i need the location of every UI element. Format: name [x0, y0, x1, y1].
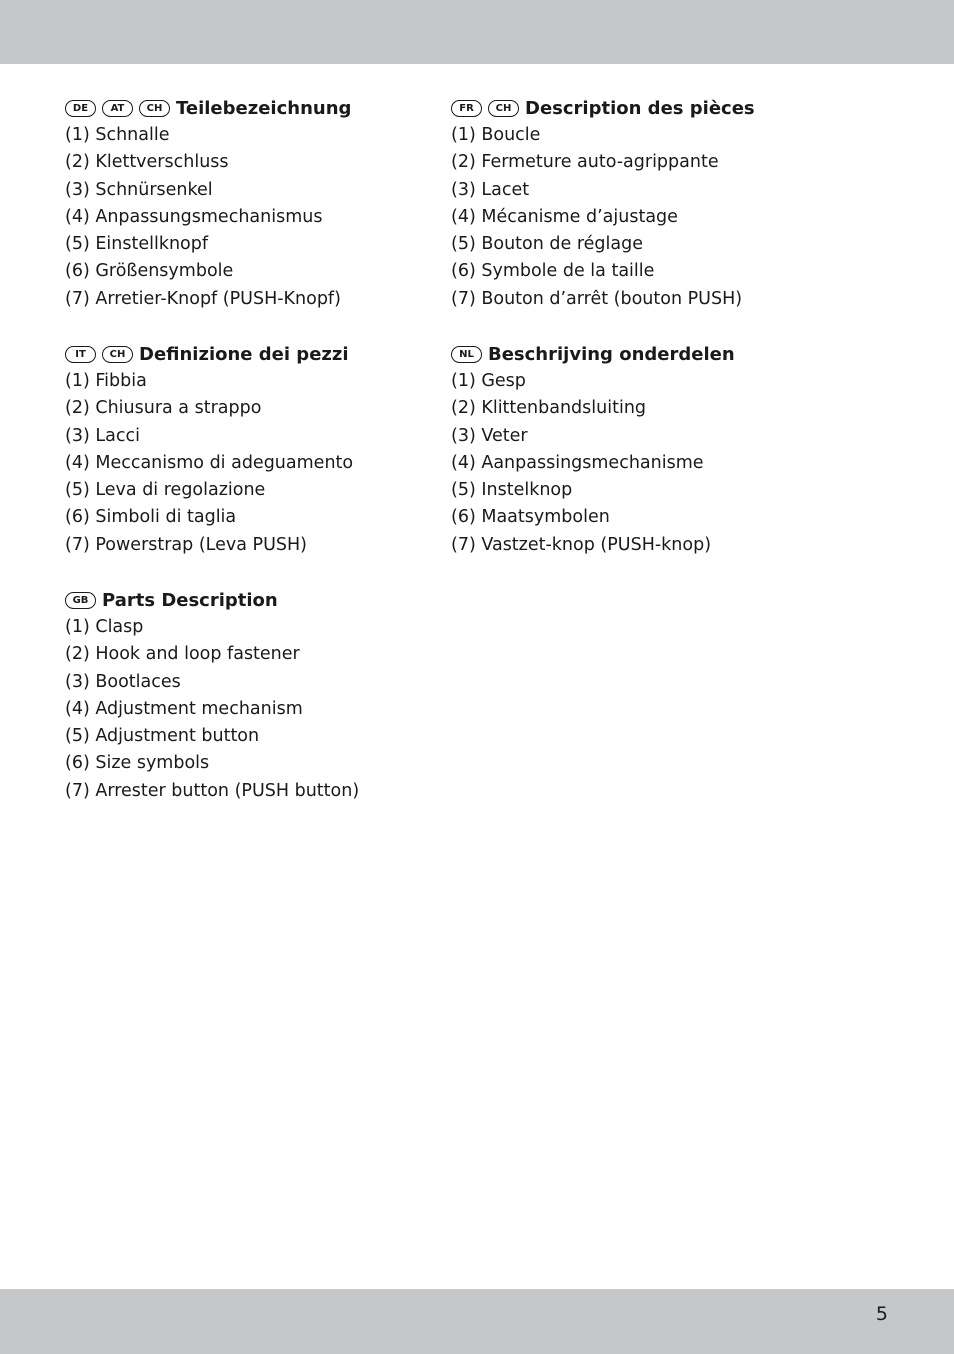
section-header — [65, 341, 445, 368]
list-item: (2) Hook and loop fastener — [65, 644, 300, 665]
section-header — [65, 587, 445, 614]
list-item: (2) Chiusura a strappo — [65, 398, 262, 419]
list-item: (7) Arretier-Knopf (PUSH-Knopf) — [65, 288, 341, 309]
list-item: (4) Mécanisme d’ajustage — [451, 206, 678, 227]
list-item: (1) Boucle — [451, 125, 541, 145]
country-badge-ch: CH — [139, 100, 170, 117]
list-item: (5) Instelknop — [451, 480, 573, 501]
section-title: Description des pièces — [525, 98, 755, 119]
section-header — [451, 341, 831, 368]
list-item: (6) Size symbols — [65, 753, 210, 774]
list-item: (4) Adjustment mechanism — [65, 698, 303, 719]
list-item: (3) Bootlaces — [65, 671, 181, 692]
footer-band — [0, 1289, 954, 1354]
list-item: (6) Maatsymbolen — [451, 507, 610, 528]
list-item: (2) Klettverschluss — [65, 152, 229, 173]
list-item: (5) Bouton de réglage — [451, 234, 643, 255]
list-item: (3) Schnürsenkel — [65, 179, 213, 200]
section-title: Teilebezeichnung — [176, 98, 352, 119]
list-item: (7) Bouton d’arrêt (bouton PUSH) — [451, 288, 743, 309]
section-title: Parts Description — [102, 590, 278, 611]
section-de-parts — [65, 95, 445, 313]
section-fr-parts — [451, 95, 831, 313]
list-item: (6) Symbole de la taille — [451, 261, 655, 282]
country-badge-fr: FR — [451, 100, 482, 117]
list-item: (1) Clasp — [65, 617, 144, 637]
list-item: (1) Fibbia — [65, 371, 147, 391]
country-badge-nl: NL — [451, 346, 482, 363]
country-badge-de: DE — [65, 100, 96, 117]
list-item: (7) Arrester button (PUSH button) — [65, 780, 360, 801]
country-badge-ch: CH — [102, 346, 133, 363]
list-item: (5) Leva di regolazione — [65, 480, 266, 501]
list-item: (3) Lacci — [65, 425, 140, 446]
list-item: (6) Simboli di taglia — [65, 507, 237, 528]
section-nl-parts — [451, 341, 831, 559]
list-item: (7) Powerstrap (Leva PUSH) — [65, 534, 307, 555]
section-title: Definizione dei pezzi — [139, 344, 349, 365]
section-header — [451, 95, 831, 122]
list-item: (2) Fermeture auto-agrippante — [451, 152, 719, 173]
country-badge-gb: GB — [65, 592, 96, 609]
country-badge-it: IT — [65, 346, 96, 363]
country-badge-ch: CH — [488, 100, 519, 117]
list-item: (4) Meccanismo di adeguamento — [65, 452, 354, 473]
list-item: (1) Gesp — [451, 371, 526, 391]
list-item: (6) Größensymbole — [65, 261, 234, 282]
list-item: (3) Lacet — [451, 179, 530, 200]
section-it-parts — [65, 341, 445, 559]
section-gb-parts — [65, 587, 445, 805]
country-badge-at: AT — [102, 100, 133, 117]
list-item: (2) Klittenbandsluiting — [451, 398, 647, 419]
header-band — [0, 0, 954, 64]
list-item: (4) Anpassungsmechanismus — [65, 206, 323, 227]
list-item: (5) Adjustment button — [65, 726, 260, 747]
list-item: (3) Veter — [451, 425, 528, 446]
page-number: 5 — [875, 1303, 888, 1325]
list-item: (5) Einstellknopf — [65, 234, 209, 255]
section-header — [65, 95, 445, 122]
section-title: Beschrijving onderdelen — [488, 344, 735, 365]
list-item: (7) Vastzet-knop (PUSH-knop) — [451, 534, 712, 555]
list-item: (1) Schnalle — [65, 125, 170, 145]
list-item: (4) Aanpassingsmechanisme — [451, 452, 704, 473]
